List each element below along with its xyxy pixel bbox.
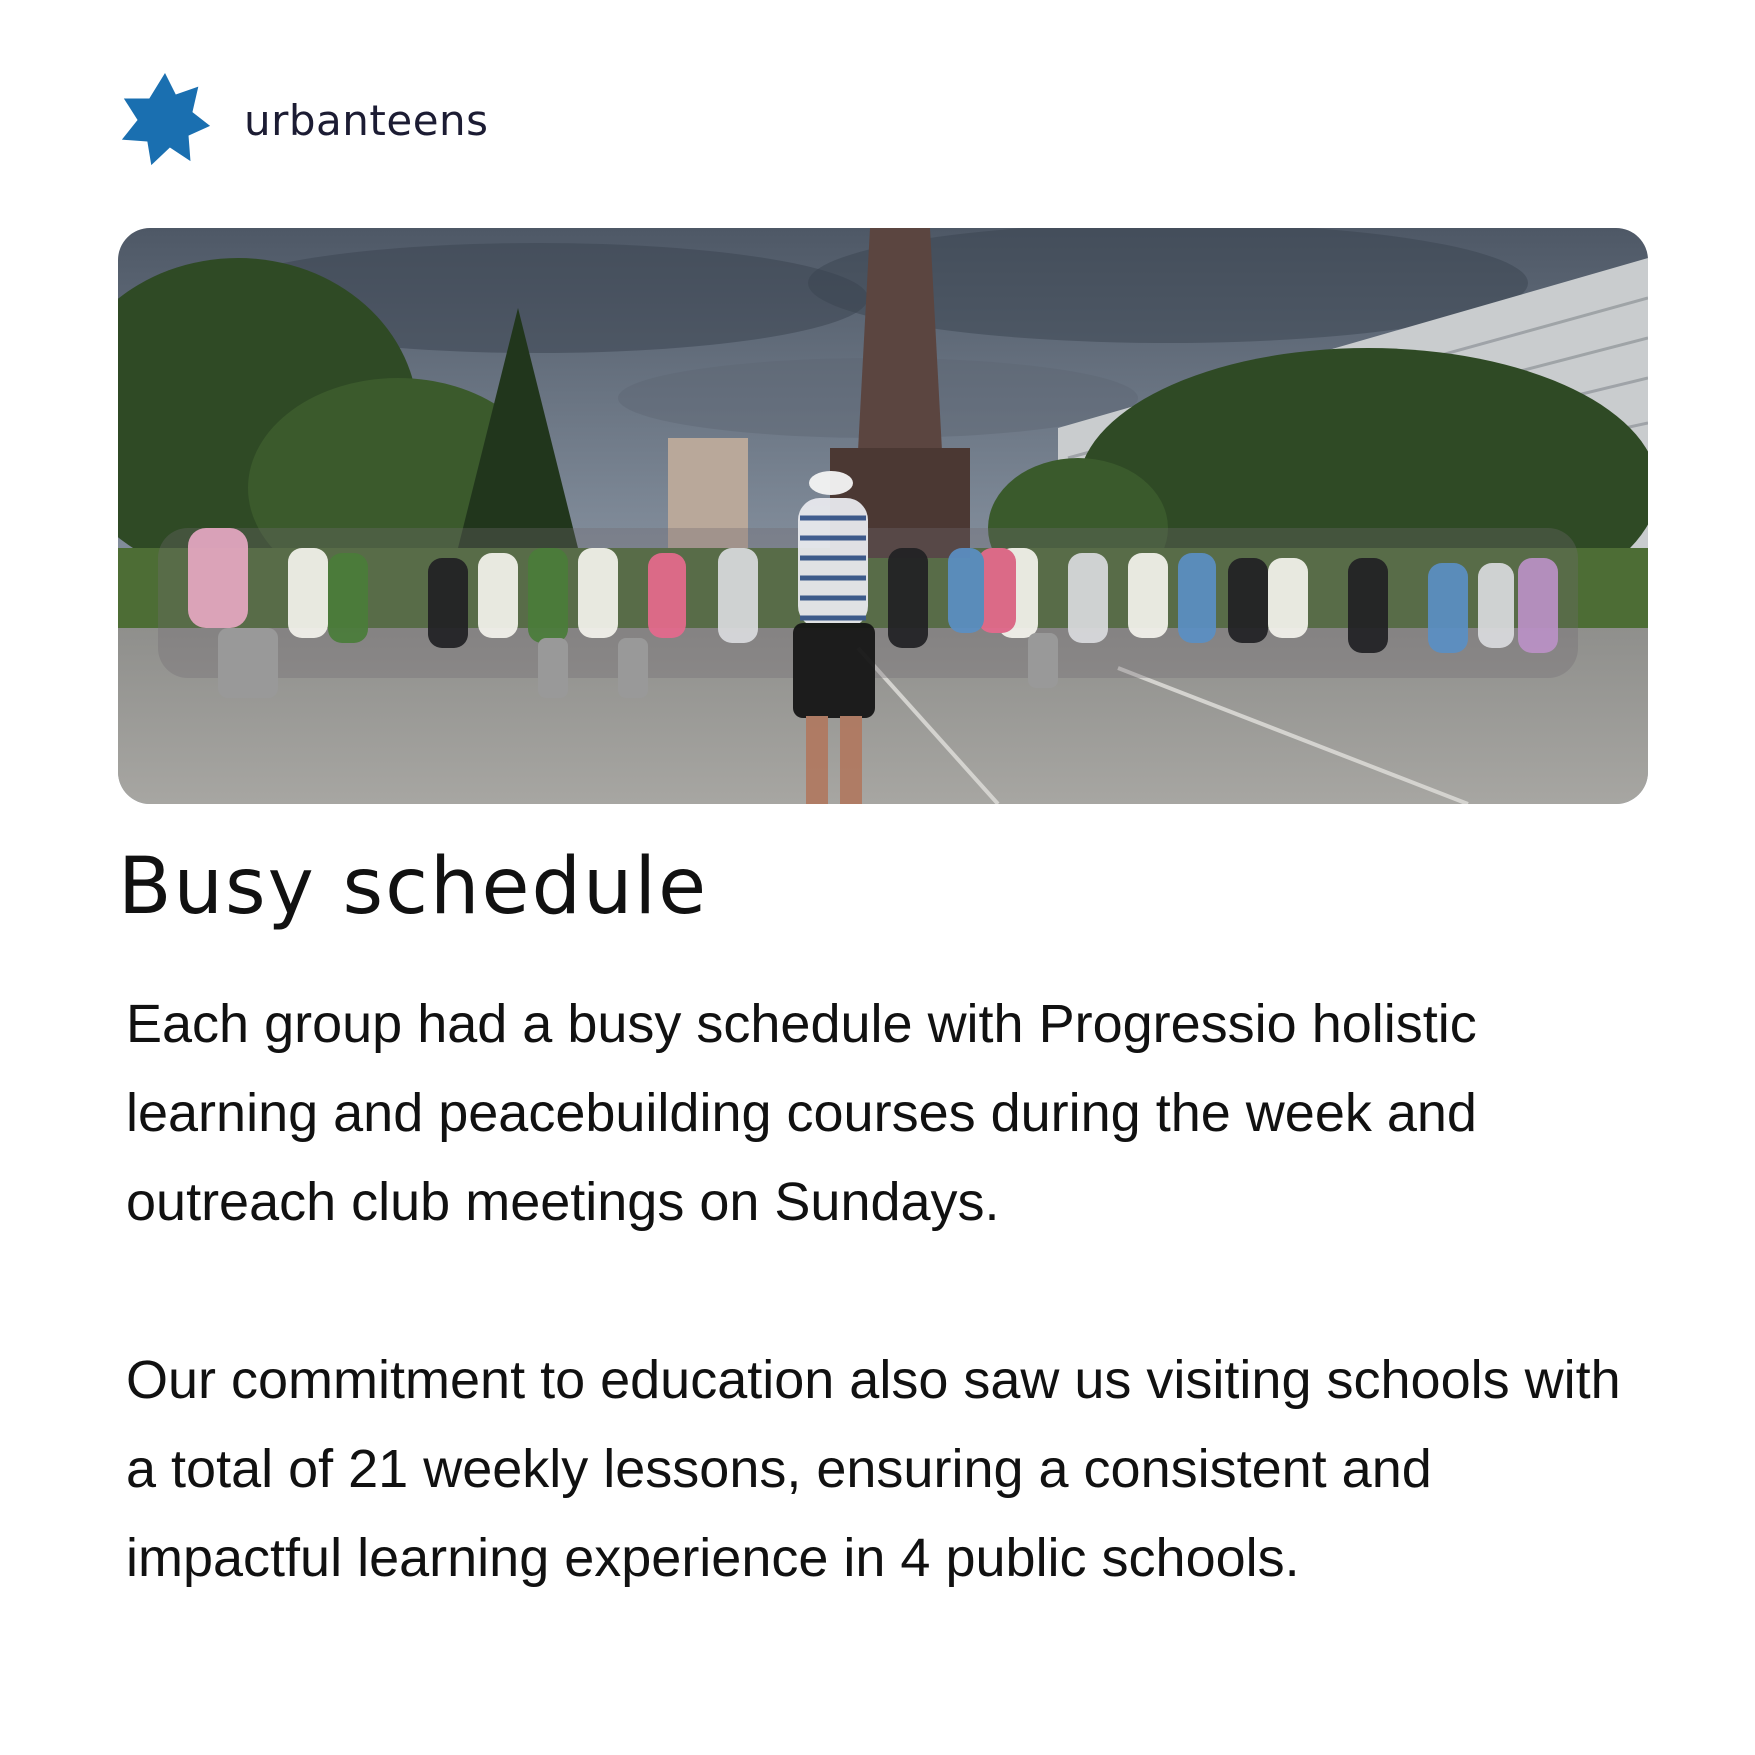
paragraph: Each group had a busy schedule with Progressio holistic learning and peacebuilding courses during the week and outreach club meetings on Sundays. xyxy=(126,994,1477,1232)
brand-header xyxy=(116,70,489,170)
group-photo xyxy=(118,228,1648,804)
body-text xyxy=(126,980,1626,1603)
page-title: Busy schedule xyxy=(118,842,709,932)
paragraph: Our commitment to education also saw us visiting schools with a total of 21 weekly lessons, ensuring a consistent and impactful learning experience in 4 public schools. xyxy=(126,1350,1621,1588)
star-icon xyxy=(116,71,214,169)
brand-name: urbanteens xyxy=(244,95,489,145)
